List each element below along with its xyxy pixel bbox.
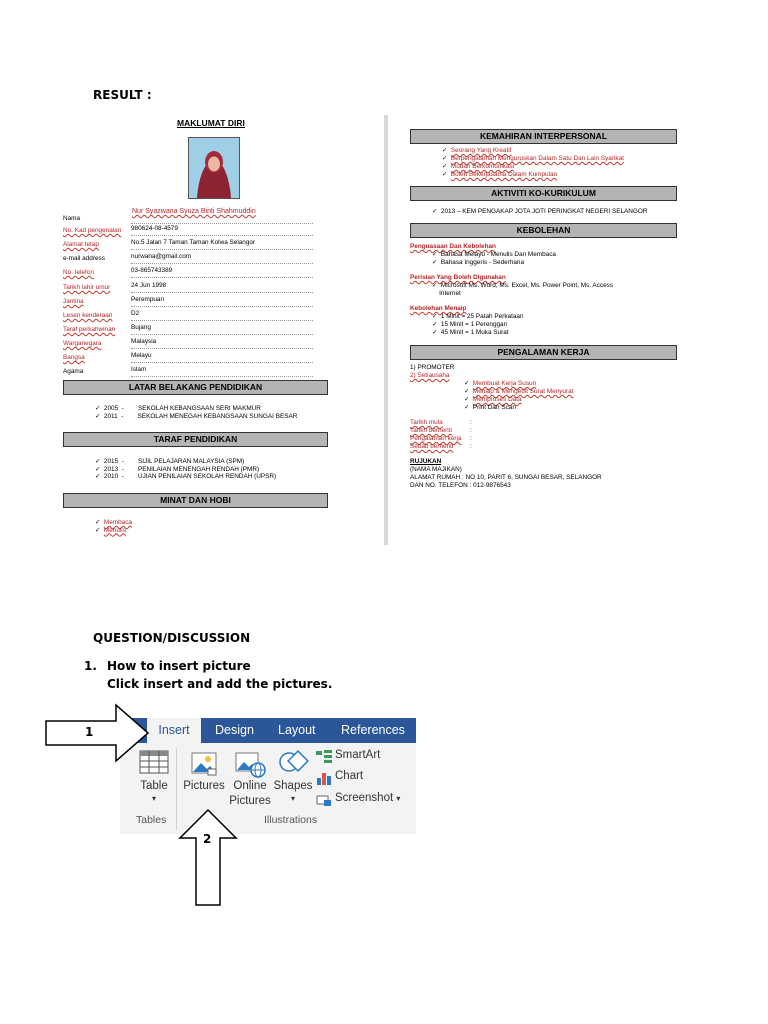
field-underline: [131, 263, 313, 264]
list-item: ✓ Memproses Data: [464, 396, 522, 403]
column-divider: [384, 115, 388, 545]
field-underline: [131, 306, 313, 307]
chevron-down-icon: ▾: [290, 794, 295, 803]
detail-item: Tarikh berhenti :: [410, 427, 472, 434]
screenshot-icon: [316, 793, 332, 807]
field-label: Agama: [63, 368, 84, 375]
field-row: [63, 224, 313, 236]
list-item: ✓ 2013 – KEM PENGAKAP JOTA JOTI PERINGKAT NEGERI SELANGOR: [432, 208, 648, 215]
field-row: [63, 323, 313, 335]
field-value: Bujang: [131, 324, 151, 331]
rujukan-phone: DAN NO. TELEFON : 012-9876543: [410, 482, 511, 489]
field-underline: [131, 277, 313, 278]
kebolehan-heading: Penguasaan Dan Kebolehan: [410, 243, 496, 250]
list-item: ✓ Bahasa Melayu - Menulis Dan Membaca: [432, 251, 556, 258]
kebolehan-content: [410, 243, 613, 337]
field-row: [63, 365, 313, 377]
field-underline: [131, 376, 313, 377]
list-item: ✓ 2013 - PENILAIAN MENENGAH RENDAH (PMR): [95, 465, 260, 473]
field-label: Jantina: [63, 298, 84, 305]
tab-insert[interactable]: Insert: [147, 718, 201, 743]
job-item: 2) Setiausaha: [410, 372, 450, 379]
minat-list: [95, 519, 132, 534]
aktiviti-list: [432, 207, 647, 215]
rujukan-address: ALAMAT RUMAH : NO 10, PARIT 6, SUNGAI BESAR, SELANGOR: [410, 474, 602, 481]
list-item: ✓ 2011 - SEKOLAH MENEGAH KEBANGSAAN SUNGAI BESAR: [95, 413, 298, 420]
field-value: Melayu: [131, 352, 152, 359]
list-item: ✓ Bahasa Inggeris - Sederhana: [432, 259, 525, 266]
pictures-label: Pictures: [183, 780, 225, 792]
online-pictures-button[interactable]: [230, 750, 270, 810]
online-picture-icon: [234, 750, 266, 778]
field-row: [63, 212, 313, 224]
chart-icon: [316, 771, 332, 785]
field-value: Islam: [131, 366, 147, 373]
cv-title: MAKLUMAT DIRI: [177, 118, 245, 128]
screenshot-button[interactable]: [316, 791, 416, 809]
section-bar-kemahiran: KEMAHIRAN INTERPERSONAL: [410, 129, 677, 144]
section-bar-taraf: TARAF PENDIDIKAN: [63, 432, 328, 447]
field-value: Perempuan: [131, 296, 165, 303]
online-label: Online: [233, 780, 267, 792]
chart-label: Chart: [335, 770, 364, 782]
section-bar-kebolehan: KEBOLEHAN: [410, 223, 677, 238]
list-item: ✓ Menulis: [95, 526, 126, 534]
chevron-down-icon: ▾: [396, 794, 401, 803]
field-underline: [131, 334, 313, 335]
rujukan-name: (NAMA MAJIKAN): [410, 466, 462, 473]
table-label: Table: [140, 780, 168, 792]
field-value: D2: [131, 310, 140, 317]
field-label: No. telefon: [63, 269, 94, 276]
section-bar-aktiviti: AKTIVITI KO-KURIKULUM: [410, 186, 677, 201]
list-item: ✓ 2005 - SEKOLAH KEBANGSAAN SERI MAKMUR: [95, 405, 261, 412]
cv-name: Nur Syazwana Syuza Binti Shahmuddin: [132, 208, 256, 215]
field-label: No. Kad pengenalan: [63, 227, 122, 234]
list-item: ✓ Berpengalaman Menguruskan Dalam Satu Dan Lain Syarikat: [442, 155, 624, 162]
section-bar-minat: MINAT DAN HOBI: [63, 493, 328, 508]
list-item: ✓ Membuat Kerja Susun: [464, 380, 537, 387]
field-label: Bangsa: [63, 354, 85, 361]
field-row: [63, 238, 313, 250]
word-ribbon: [120, 718, 416, 834]
detail-item: Pengalaman kerja :: [410, 435, 472, 442]
callout-label-1: 1: [85, 725, 94, 739]
list-item: ✓ Mudah Berkomunikasi: [442, 163, 515, 170]
field-row: [63, 266, 313, 278]
field-value: 03-865743389: [131, 267, 173, 274]
field-row: [63, 295, 313, 307]
chart-button[interactable]: [316, 769, 416, 787]
field-label: Taraf perkahwinan: [63, 326, 116, 333]
chevron-down-icon: ▾: [151, 794, 156, 803]
kebolehan-heading: Kebolehan Menaip: [410, 305, 467, 312]
field-row: [63, 281, 313, 293]
field-value: Malaysia: [131, 338, 157, 345]
question-title: How to insert picture: [107, 659, 251, 673]
group-divider: [176, 748, 177, 830]
pictures-button[interactable]: [182, 750, 226, 800]
shapes-icon: [277, 750, 309, 778]
person-photo-icon: [189, 138, 239, 198]
field-row: [63, 351, 313, 363]
field-label: Warganegara: [63, 340, 102, 347]
field-label: Tarikh lahir umur: [63, 284, 111, 291]
tab-design[interactable]: Design: [215, 723, 254, 737]
field-underline: [131, 320, 313, 321]
field-row: [63, 337, 313, 349]
ribbon-tab-bar: [120, 718, 416, 743]
picture-icon: [190, 750, 218, 778]
list-item: ✓ Print Dan Scan: [464, 404, 516, 411]
field-label: Nama: [63, 215, 81, 222]
field-value: 980624-08-4579: [131, 225, 178, 232]
question-answer: Click insert and add the pictures.: [107, 677, 333, 691]
field-row: [63, 252, 313, 264]
field-value: No.5 Jalan 7 Taman Taman Kolwa Selangor: [131, 239, 256, 246]
illustrations-group-label: Illustrations: [264, 814, 318, 826]
field-underline: [131, 235, 313, 236]
field-label: Alamat tetap: [63, 241, 99, 248]
field-underline: [131, 348, 313, 349]
kebolehan-heading: Perisian Yang Boleh Digunakan: [410, 274, 506, 281]
list-item: Internet: [439, 290, 461, 297]
screenshot-label: Screenshot ▾: [335, 792, 401, 804]
pendidikan-list: [95, 405, 297, 421]
section-bar-pengalaman: PENGALAMAN KERJA: [410, 345, 677, 360]
tab-layout[interactable]: Layout: [278, 723, 316, 737]
rujukan-title: RUJUKAN: [410, 458, 442, 465]
shapes-button[interactable]: [273, 750, 313, 810]
tables-group-label: Tables: [136, 814, 167, 826]
smartart-label: SmartArt: [335, 749, 381, 761]
list-item: ✓ 1 Minit = 25 Patah Perkataan: [432, 313, 524, 320]
field-underline: [131, 362, 313, 363]
field-label: Lesen kenderaan: [63, 312, 113, 319]
shapes-label: Shapes: [273, 780, 313, 792]
list-item: ✓ Seorang Yang Kreatif: [442, 147, 512, 154]
list-item: ✓ Membaca: [95, 519, 132, 526]
list-item: ✓ Boleh Bekerjasama Dalam Kumpulan: [442, 171, 558, 178]
profile-photo: [188, 137, 240, 199]
list-item: ✓ 2010 - UJIAN PENILAIAN SEKOLAH RENDAH (UPSR): [95, 473, 277, 480]
field-label: e-mail address: [63, 255, 105, 262]
question-heading: QUESTION/DISCUSSION: [93, 631, 251, 645]
list-item: ✓ Microsoft Ms. Word, Ms. Excel, Ms. Power Point, Ms. Access: [432, 282, 614, 289]
kemahiran-list: [442, 147, 624, 179]
section-bar-pendidikan: LATAR BELAKANG PENDIDIKAN: [63, 380, 328, 395]
taraf-list: [95, 458, 276, 481]
list-item: ✓ 2015 - SIJIL PELAJARAN MALAYSIA (SPM): [95, 458, 245, 465]
result-label: RESULT :: [93, 88, 152, 102]
tab-references[interactable]: References: [341, 723, 405, 737]
question-number: 1.: [84, 659, 97, 673]
detail-item: Sebab berhenti :: [410, 443, 472, 450]
callout-arrow-1: [44, 703, 154, 763]
list-item: ✓ 45 Minit = 1 Muka Surat: [432, 329, 509, 336]
list-item: ✓ Menaip & Mengedit Surat Menyurat: [464, 388, 574, 395]
field-underline: [131, 249, 313, 250]
field-value: nurwana@gmail.com: [131, 253, 192, 260]
online-label-pictures: Pictures: [229, 795, 271, 807]
pengalaman-content: [410, 364, 602, 490]
callout-label-2: 2: [203, 832, 212, 846]
job-item: 1) PROMOTER: [410, 364, 455, 371]
list-item: ✓ 15 Minit = 1 Perenggan: [432, 321, 508, 328]
smartart-button[interactable]: [316, 748, 416, 766]
callout-arrow-2: [178, 808, 238, 908]
detail-item: Tarikh mula :: [410, 419, 472, 426]
field-row: [63, 309, 313, 321]
field-underline: [131, 292, 313, 293]
smartart-icon: [316, 750, 332, 764]
field-value: 24 Jun 1998: [131, 282, 167, 289]
